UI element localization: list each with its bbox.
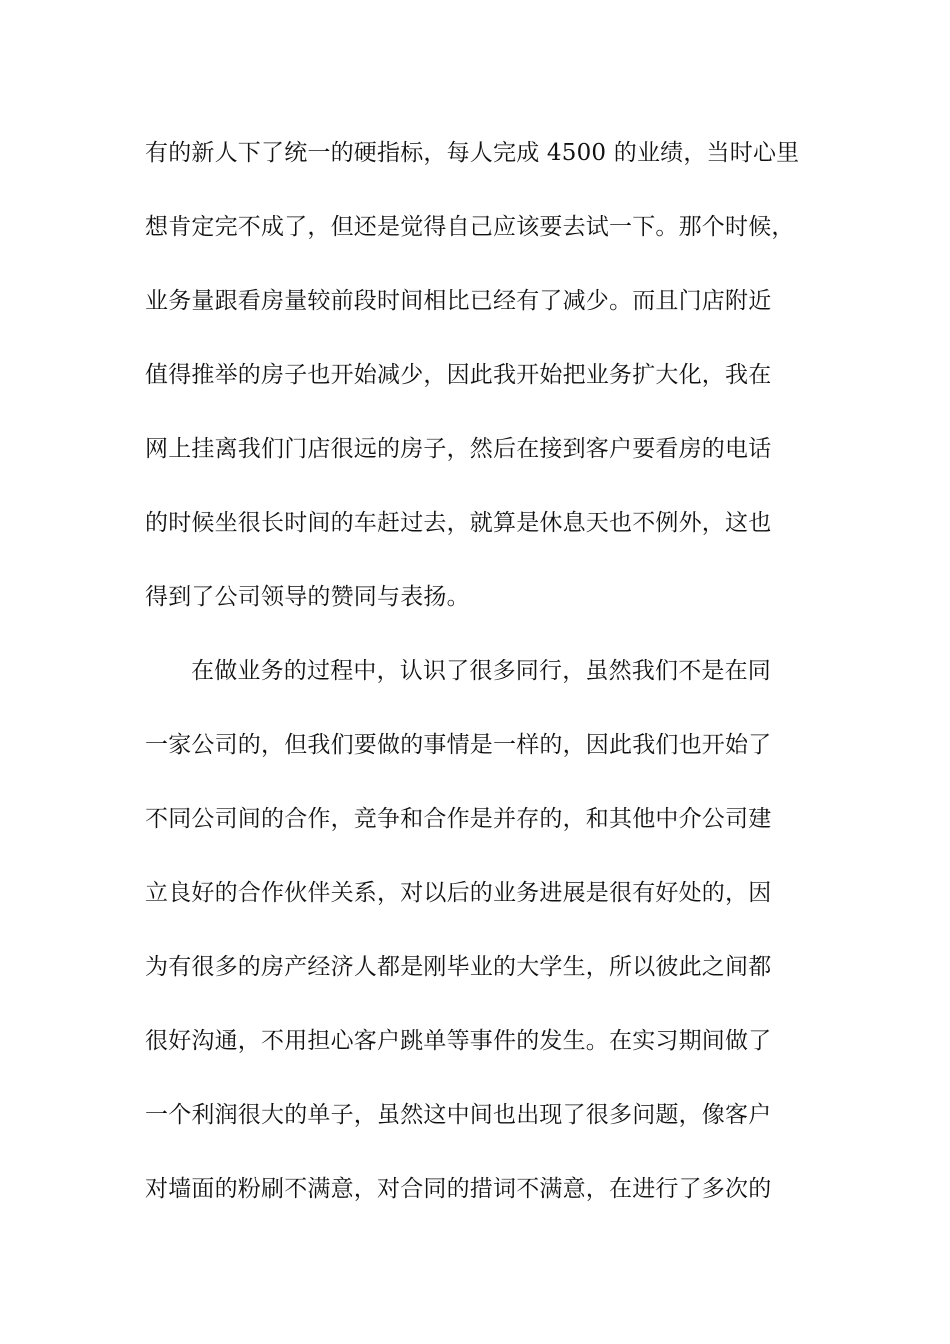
- text-line: 有的新人下了统一的硬指标，每人完成 4500 的业绩，当时心里: [145, 140, 800, 166]
- text-line: 得到了公司领导的赞同与表扬。: [145, 584, 470, 610]
- text-line: 为有很多的房产经济人都是刚毕业的大学生，所以彼此之间都: [145, 954, 772, 980]
- body-text: [145, 130, 815, 1240]
- text-line: 的时候坐很长时间的车赶过去，就算是休息天也不例外，这也: [145, 510, 772, 536]
- paragraph-start-line: 在做业务的过程中，认识了很多同行，虽然我们不是在同: [191, 658, 771, 684]
- text-line: 不同公司间的合作，竞争和合作是并存的，和其他中介公司建: [145, 806, 772, 832]
- text-line: 值得推举的房子也开始减少，因此我开始把业务扩大化，我在: [145, 362, 772, 388]
- text-line: 一个利润很大的单子，虽然这中间也出现了很多问题，像客户: [145, 1102, 772, 1128]
- text-line: 对墙面的粉刷不满意，对合同的措词不满意，在进行了多次的: [145, 1176, 772, 1202]
- text-line: 网上挂离我们门店很远的房子，然后在接到客户要看房的电话: [145, 436, 772, 462]
- text-line: 想肯定完不成了，但还是觉得自己应该要去试一下。那个时候，: [145, 214, 795, 240]
- text-line: 立良好的合作伙伴关系，对以后的业务进展是很有好处的，因: [145, 880, 772, 906]
- text-line: 业务量跟看房量较前段时间相比已经有了减少。而且门店附近: [145, 288, 772, 314]
- text-line: 很好沟通，不用担心客户跳单等事件的发生。在实习期间做了: [145, 1028, 772, 1054]
- text-line: 一家公司的，但我们要做的事情是一样的，因此我们也开始了: [145, 732, 772, 758]
